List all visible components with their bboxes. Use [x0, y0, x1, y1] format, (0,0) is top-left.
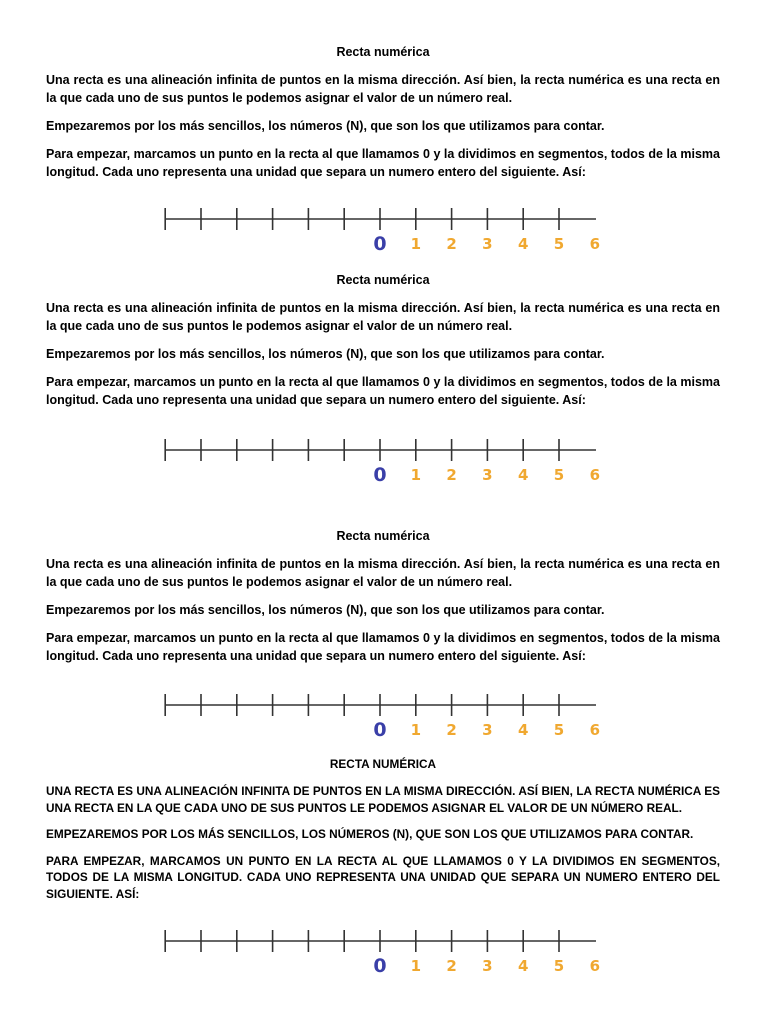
- paragraph: Para empezar, marcamos un punto en la recta al que llamamos 0 y la dividimos en segmentos, todos de la misma longitud. Cada uno representa una unidad que separa un numero entero del siguiente. Así:: [46, 147, 720, 179]
- tick-label: 1: [410, 466, 422, 483]
- tick-label: 2: [446, 957, 457, 974]
- number-line-svg: [0, 690, 768, 738]
- tick-label: 0: [373, 719, 387, 738]
- tick-label: 1: [410, 235, 422, 252]
- tick-label: 2: [446, 466, 457, 483]
- tick-label: 4: [517, 957, 529, 974]
- tick-label: 0: [373, 464, 387, 483]
- paragraph: PARA EMPEZAR, MARCAMOS UN PUNTO EN LA RECTA AL QUE LLAMAMOS 0 Y LA DIVIDIMOS EN SEGMENTOS, TODOS DE LA MISMA LONGITUD. CADA UNO REPRESENTA UNA UNIDAD QUE SEPARA UN NUMERO ENTERO DEL SIGUIENTE. ASÍ:: [46, 853, 720, 901]
- section-2: [46, 272, 720, 419]
- section-title: Recta numérica: [336, 273, 430, 287]
- tick-label: 4: [517, 235, 529, 252]
- number-line-svg: [0, 435, 768, 483]
- tick-label: 4: [517, 466, 529, 483]
- paragraph: UNA RECTA ES UNA ALINEACIÓN INFINITA DE PUNTOS EN LA MISMA DIRECCIÓN. ASÍ BIEN, LA RECTA NUMÉRICA ES UNA RECTA EN LA QUE CADA UNO DE SUS PUNTOS LE PODEMOS ASIGNAR EL VALOR DE UN NÚMERO REAL.: [46, 784, 720, 815]
- tick-label: 3: [482, 466, 493, 483]
- tick-label: 3: [482, 721, 493, 738]
- paragraph: Una recta es una alineación infinita de puntos en la misma dirección. Así bien, la recta numérica es una recta en la que cada uno de sus puntos le podemos asignar el valor de un número real.: [46, 301, 720, 333]
- tick-label: 2: [446, 721, 457, 738]
- tick-label: 1: [410, 957, 422, 974]
- tick-label: 0: [373, 233, 387, 252]
- tick-label: 6: [589, 721, 601, 738]
- number-line-svg: [0, 204, 768, 252]
- section-title: Recta numérica: [336, 529, 430, 543]
- section-3: [46, 528, 720, 675]
- tick-label: 6: [589, 235, 601, 252]
- tick-label: 5: [553, 721, 565, 738]
- paragraph: Empezaremos por los más sencillos, los números (N), que son los que utilizamos para contar.: [46, 347, 605, 361]
- tick-label: 0: [373, 955, 387, 974]
- tick-label: 5: [553, 235, 565, 252]
- number-line-1: [0, 204, 768, 252]
- number-line-3: [0, 690, 768, 738]
- paragraph: Una recta es una alineación infinita de puntos en la misma dirección. Así bien, la recta numérica es una recta en la que cada uno de sus puntos le podemos asignar el valor de un número real.: [46, 557, 720, 589]
- tick-label: 5: [553, 466, 565, 483]
- paragraph: EMPEZAREMOS POR LOS MÁS SENCILLOS, LOS NÚMEROS (N), QUE SON LOS QUE UTILIZAMOS PARA CONTAR.: [46, 827, 694, 841]
- section-title: Recta numérica: [336, 45, 430, 59]
- number-line-svg: [0, 926, 768, 974]
- tick-label: 6: [589, 466, 601, 483]
- tick-label: 4: [517, 721, 529, 738]
- number-line-4: [0, 926, 768, 974]
- number-line-2: [0, 435, 768, 483]
- paragraph: Para empezar, marcamos un punto en la recta al que llamamos 0 y la dividimos en segmentos, todos de la misma longitud. Cada uno representa una unidad que separa un numero entero del siguiente. Así:: [46, 631, 720, 663]
- tick-label: 2: [446, 235, 457, 252]
- tick-label: 3: [482, 957, 493, 974]
- tick-label: 3: [482, 235, 493, 252]
- paragraph: Empezaremos por los más sencillos, los números (N), que son los que utilizamos para contar.: [46, 603, 605, 617]
- section-title: RECTA NUMÉRICA: [329, 757, 437, 771]
- paragraph: Empezaremos por los más sencillos, los números (N), que son los que utilizamos para contar.: [46, 119, 605, 133]
- section-1: [46, 44, 720, 191]
- tick-label: 6: [589, 957, 601, 974]
- tick-label: 5: [553, 957, 565, 974]
- paragraph: Una recta es una alineación infinita de puntos en la misma dirección. Así bien, la recta numérica es una recta en la que cada uno de sus puntos le podemos asignar el valor de un número real.: [46, 73, 720, 105]
- paragraph: Para empezar, marcamos un punto en la recta al que llamamos 0 y la dividimos en segmentos, todos de la misma longitud. Cada uno representa una unidad que separa un numero entero del siguiente. Así:: [46, 375, 720, 407]
- section-4: [46, 756, 720, 912]
- tick-label: 1: [410, 721, 422, 738]
